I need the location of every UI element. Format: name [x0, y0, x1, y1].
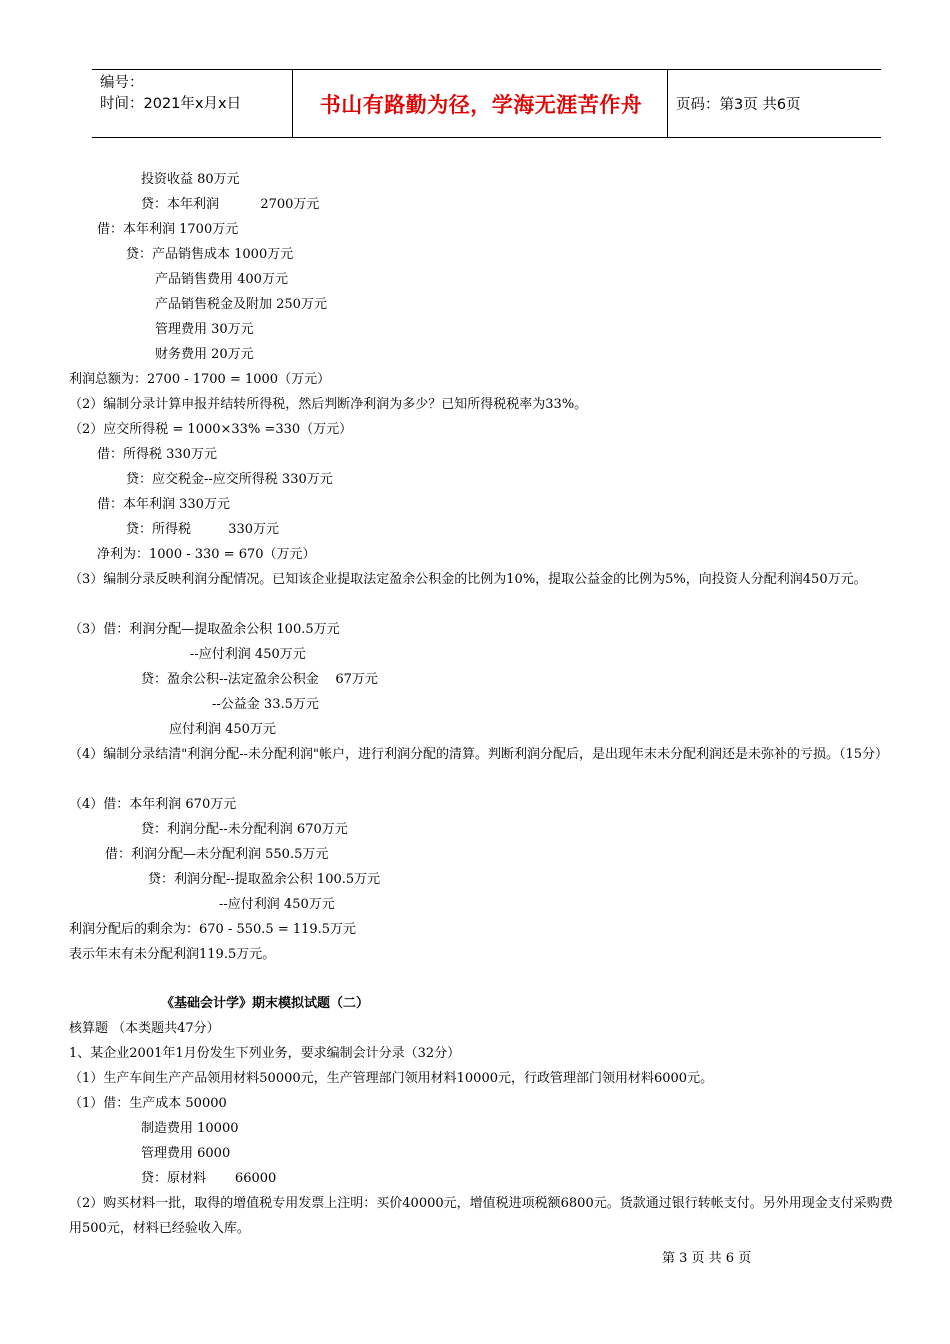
text-line: 制造费用 10000 [141, 1121, 239, 1136]
text-line: （2）编制分录计算申报并结转所得税，然后判断净利润为多少？已知所得税税率为33%。 [69, 397, 588, 412]
text-line: 借：本年利润 1700万元 [97, 222, 239, 237]
text-line: 产品销售税金及附加 250万元 [155, 297, 327, 312]
header-motto: 书山有路勤为径，学海无涯苦作舟 [319, 92, 643, 117]
header-divider [292, 70, 293, 137]
header-meta [100, 73, 241, 115]
document-time-label: 时间：2021年x月x日 [100, 96, 242, 112]
text-line: 贷：所得税 330万元 [126, 522, 280, 537]
text-line: --公益金 33.5万元 [212, 697, 319, 712]
text-line: 贷：利润分配--提取盈余公积 100.5万元 [148, 872, 381, 887]
text-line: 贷：产品销售成本 1000万元 [126, 247, 294, 262]
header-divider [667, 70, 668, 137]
page-header [92, 69, 881, 138]
text-line: （2）应交所得税 = 1000×33% =330（万元） [69, 422, 353, 437]
text-line: （4）借：本年利润 670万元 [69, 797, 237, 812]
text-line: 借：所得税 330万元 [97, 447, 217, 462]
text-line: 利润分配后的剩余为：670 - 550.5 = 119.5万元 [69, 922, 357, 937]
text-line: 核算题 （本类题共47分） [69, 1021, 220, 1036]
section-title: 《基础会计学》期末模拟试题（二） [161, 996, 370, 1011]
text-line: 管理费用 30万元 [155, 322, 254, 337]
text-line: （1）生产车间生产产品领用材料50000元，生产管理部门领用材料10000元，行政管理部门领用材料6000元。 [69, 1071, 714, 1086]
text-line: 产品销售费用 400万元 [155, 272, 288, 287]
text-line: --应付利润 450万元 [219, 897, 335, 912]
text-line: 财务费用 20万元 [155, 347, 254, 362]
text-line: 表示年末有未分配利润119.5万元。 [69, 947, 276, 962]
text-line: 应付利润 450万元 [169, 722, 276, 737]
text-line: 利润总额为：2700 - 1700 = 1000（万元） [69, 372, 331, 387]
document-number-label: 编号： [100, 75, 144, 91]
text-line: （1）借：生产成本 50000 [69, 1096, 227, 1111]
text-line: 贷：利润分配--未分配利润 670万元 [141, 822, 348, 837]
text-line: 管理费用 6000 [141, 1146, 231, 1161]
page-footer: 第 3 页 共 6 页 [662, 1251, 752, 1266]
text-line: 借：本年利润 330万元 [97, 497, 230, 512]
text-line: 贷：原材料 66000 [141, 1171, 277, 1186]
text-line: 贷：本年利润 2700万元 [141, 197, 320, 212]
text-line: 贷：盈余公积--法定盈余公积金 67万元 [141, 672, 378, 687]
text-line: --应付利润 450万元 [190, 647, 306, 662]
header-page-number: 页码：第3页 共6页 [676, 97, 801, 113]
text-line: 1、某企业2001年1月份发生下列业务，要求编制会计分录（32分） [69, 1046, 461, 1061]
text-paragraph: （3）编制分录反映利润分配情况。已知该企业提取法定盈余公积金的比例为10%，提取公益金的比例为5%，向投资人分配利润450万元。 [69, 572, 867, 587]
text-line: 投资收益 80万元 [141, 172, 240, 187]
text-line: （3）借：利润分配—提取盈余公积 100.5万元 [69, 622, 340, 637]
text-paragraph: （2）购买材料一批，取得的增值税专用发票上注明：买价40000元，增值税进项税额6800元。货款通过银行转帐支付。另外用现金支付采购费用500元，材料已经验收入库。 [69, 1196, 893, 1236]
text-paragraph: （4）编制分录结清"利润分配--未分配利润"帐户，进行利润分配的清算。判断利润分配后，是出现年末未分配利润还是未弥补的亏损。（15分） [69, 747, 889, 762]
text-line: 借：利润分配—未分配利润 550.5万元 [105, 847, 329, 862]
text-line: 贷：应交税金--应交所得税 330万元 [126, 472, 333, 487]
text-line: 净利为：1000 - 330 = 670（万元） [97, 547, 316, 562]
